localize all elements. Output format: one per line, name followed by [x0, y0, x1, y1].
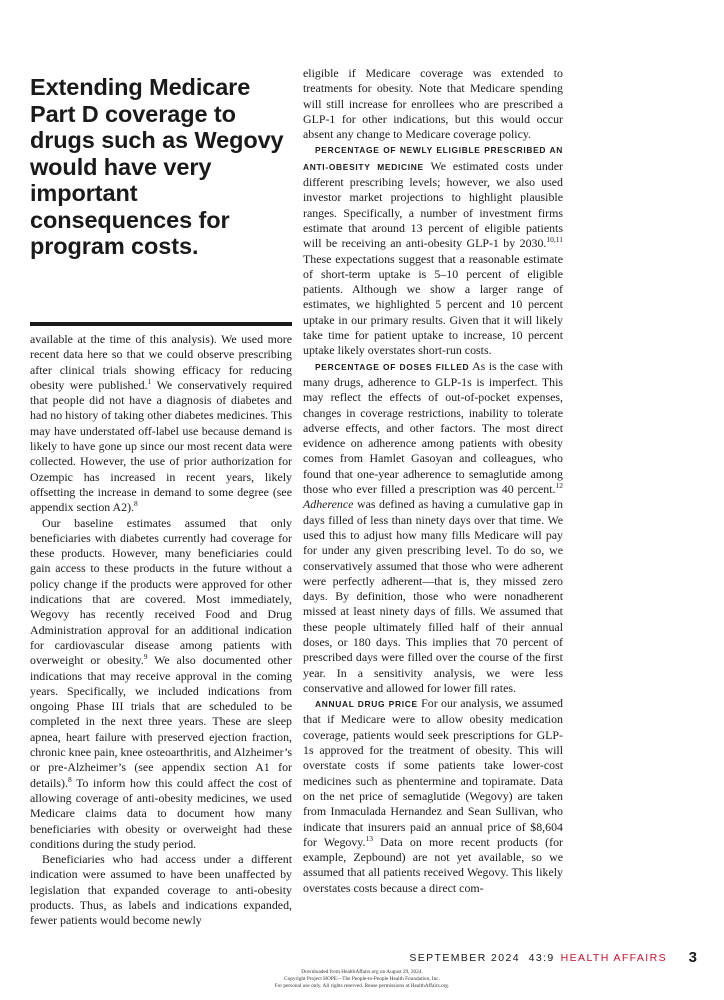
left-paragraph-3: Beneficiaries who had access under a different indication were assumed to have been unaffected by legislation that expanded coverage to anti-obesity products. Thus, as labels and indications expanded, fewer patients would become newly — [30, 852, 292, 928]
right-paragraph-0: eligible if Medicare coverage was extended to treatments for obesity. Note that Medicare spending will still increase for enrollees who are prescribed a GLP-1 for other indications, but this would occur absent any change to Medicare coverage policy. — [303, 66, 563, 142]
pull-quote: Extending Medicare Part D coverage to drugs such as Wegovy would have very important consequences for program costs. — [30, 74, 284, 260]
legal-notice — [0, 969, 724, 990]
legal-download-line: Downloaded from HealthAffairs.org on August 29, 2024. — [301, 969, 423, 975]
right-paragraph-3: ANNUAL DRUG PRICE For our analysis, we assumed that if Medicare were to allow obesity medication coverage, patients would seek prescriptions for GLP-1s approved for the treatment of obesity. This will overstate costs if some patients take lower-cost medicines such as phentermine and topiramate. Data on the net price of semaglutide (Wegovy) are taken from Inmaculada Hernandez and Sean Sullivan, who indicate that insurers paid an annual price of $8,604 for Wegovy.$^{13}$ Data on more recent products (for example, Zepbound) are not yet available, so we assumed that all patients received Wegovy. This likely overstates costs because a direct com- — [303, 696, 564, 895]
issue-volume: 43:9 — [528, 952, 555, 964]
citation: 13 — [365, 833, 373, 843]
right-column — [303, 66, 563, 896]
citation: 1 — [147, 376, 152, 386]
right-paragraph-1: PERCENTAGE OF NEWLY ELIGIBLE PRESCRIBED AN ANTI-OBESITY MEDICINE We estimated costs under different prescribing levels; however, we also used investor market projections to highlight plausible ranges. Specifically, a number of investment firms estimate that around 13 percent of eligible patients will be receiving an anti-obesity GLP-1 by 2030.$^{10,11}$ These expectations suggest that a reasonable estimate of short-term uptake is 5–10 percent of eligible patients. Although we show a larger range of estimates, we highlighted 5 percent and 10 percent uptake in our primary results. Given that it will likely take time for patient uptake to increase, 10 percent uptake likely overstates short-run costs. — [303, 145, 563, 358]
legal-copyright-line: Copyright Project HOPE—The People-to-People Health Foundation, Inc. — [284, 976, 440, 982]
run-in-heading-doses-filled: PERCENTAGE OF DOSES FILLED — [315, 361, 470, 372]
citation: 8 — [134, 499, 138, 509]
legal-use-line: For personal use only. All rights reserved. Reuse permissions at HealthAffairs.org. — [274, 983, 450, 989]
left-column — [30, 332, 292, 929]
journal-name: HEALTH AFFAIRS — [560, 952, 667, 964]
issue-line — [409, 952, 667, 964]
pull-quote-rule — [30, 322, 292, 326]
citation: 10,11 — [546, 235, 563, 245]
citation: 9 — [143, 652, 148, 662]
issue-date: SEPTEMBER 2024 — [409, 952, 520, 964]
left-paragraph-1: available at the time of this analysis). We used more recent data here so that we could observe prescribing after clinical trials showing efficacy for reducing obesity were published.$^1$ We conservatively required that people did not have a diagnosis of diabetes and had no history of taking other diabetes medicines. This may have understated off-label use because demand is likely to have gone up since our most recent data were collected. However, the use of prior authorization for Ozempic has increased in recent years, likely offsetting the increase in demand to some degree (see appendix section A2).$^8$ — [30, 332, 293, 515]
left-paragraph-2: Our baseline estimates assumed that only beneficiaries with diabetes currently had coverage for these products. However, many beneficiaries could gain access to these products in the future without a policy change if the products were approved for other indications that are covered. Most immediately, Wegovy has recently received Food and Drug Administration approval for an additional indication for cardiovascular disease among patients with overweight or obesity.$^9$ We also documented other indications that may receive approval in the coming years. Specifically, we included indications from ongoing Phase III trials that are scheduled to be completed in the next three years. These are sleep apnea, heart failure with preserved ejection fraction, chronic knee pain, knee osteoarthritis, and Alzheimer’s or pre-Alzheimer’s (see appendix section A1 for details).$^8$ To inform how this could affect the cost of allowing coverage of anti-obesity medicines, we used Medicare claims data to document how many beneficiaries with obesity or overweight had these conditions during the study period. — [30, 515, 292, 851]
page-number: 3 — [688, 949, 697, 966]
citation: 8 — [67, 774, 72, 784]
citation: 12 — [555, 481, 563, 491]
run-in-heading-newly-eligible: PERCENTAGE OF NEWLY ELIGIBLE PRESCRIBED AN ANTI-OBESITY MEDICINE — [303, 145, 563, 172]
right-paragraph-2: PERCENTAGE OF DOSES FILLED As is the case with many drugs, adherence to GLP-1s is imperfect. This may reflect the effects of out-of-pocket expenses, changes in coverage restrictions, inability to tolerate adverse effects, and other factors. The most direct evidence on adherence among patients with obesity comes from Hamlet Gasoyan and colleagues, who found that one-year adherence to semaglutide among those who ever filled a prescription was 40 percent.$^{12}$ Adherence was defined as having a cumulative gap in days filled of less than ninety days over that time. We used this to adjust how many fills Medicare will pay for under any given prescribing level. To do so, we conservatively assumed that those who were adherent were perfectly adherent—that is, they missed zero days. By definition, those who were nonadherent missed at least ninety days of fills. We assumed that these people ultimately filled half of their annual doses, or 180 days. This implies that 70 percent of prescribed days were filled over the course of the first year. In a sensitivity analysis, we were less conservative and allowed for lower fill rates. — [303, 358, 563, 695]
run-in-heading-annual-price: ANNUAL DRUG PRICE — [315, 699, 418, 710]
